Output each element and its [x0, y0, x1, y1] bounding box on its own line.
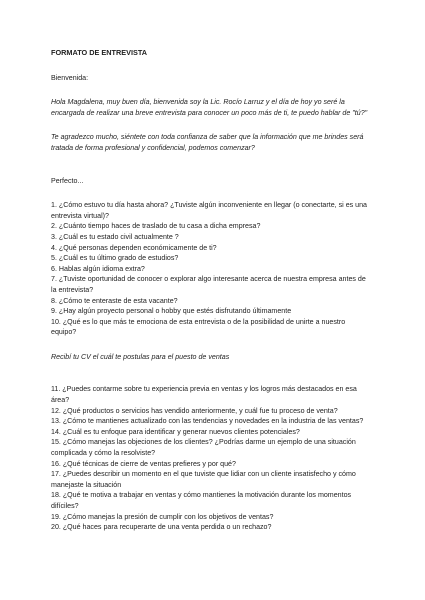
- welcome-label: Bienvenida:: [51, 73, 89, 82]
- question-item: 8. ¿Cómo te enteraste de esta vacante?: [51, 296, 178, 305]
- question-item: 15. ¿Cómo manejas las objeciones de los clientes? ¿Podrías darme un ejemplo de una situación complicada y cómo la resolviste?: [51, 438, 356, 458]
- spacer: [51, 154, 371, 176]
- question-item: 1. ¿Cómo estuvo tu día hasta ahora? ¿Tuviste algún inconveniente en llegar (o conectarte, si es una entrevista virtual)?: [51, 201, 367, 220]
- question-item: 18. ¿Qué te motiva a trabajar en ventas y cómo mantienes la motivación durante los momentos difíciles?: [51, 491, 352, 510]
- question-item: 7. ¿Tuviste oportunidad de conocer o explorar algo interesante acerca de nuestra empresa antes de la entrevista?: [51, 275, 366, 294]
- question-list-part2: [51, 384, 371, 532]
- question-item: 14. ¿Cuál es tu enfoque para identificar y generar nuevos clientes potenciales?: [51, 427, 300, 436]
- question-item: 13. ¿Cómo te mantienes actualizado con las tendencias y novedades en la industria de las ventas?: [51, 417, 364, 426]
- perfect-text: Perfecto...: [51, 176, 84, 185]
- question-item: 3. ¿Cuál es tu estado civil actualmente ?: [51, 232, 179, 241]
- spacer: [51, 83, 371, 97]
- spacer: [51, 362, 371, 384]
- question-item: 10. ¿Qué es lo que más te emociona de esta entrevista o de la posibilidad de unirte a nuestro equipo?: [51, 317, 346, 337]
- question-list-part1: [51, 200, 371, 338]
- cv-note: Recibí tu CV el cuál te postulas para el puesto de ventas: [51, 352, 230, 361]
- spacer: [51, 118, 371, 132]
- question-item: 4. ¿Qué personas dependen económicamente de ti?: [51, 243, 217, 252]
- question-item: 12. ¿Qué productos o servicios has vendido anteriormente, y cuál fue tu proceso de venta?: [51, 406, 338, 415]
- question-item: 2. ¿Cuánto tiempo haces de traslado de tu casa a dicha empresa?: [51, 222, 261, 231]
- spacer: [51, 338, 371, 352]
- document-page: [51, 48, 371, 533]
- question-item: 20. ¿Qué haces para recuperarte de una venta perdida o un rechazo?: [51, 523, 272, 532]
- intro-paragraph: Hola Magdalena, muy buen día, bienvenida soy la Lic. Rocío Larruz y el día de hoy yo seré la encargada de realizar una breve entrevista para conocer un poco más de ti, te puedo hablar de "tú?": [51, 98, 368, 117]
- question-item: 16. ¿Qué técnicas de cierre de ventas prefieres y por qué?: [51, 459, 236, 468]
- trust-paragraph: Te agradezco mucho, siéntete con toda confianza de saber que la información que me brindes será tratada de forma profesional y confidencial, podemos comenzar?: [51, 133, 364, 152]
- document-title: FORMATO DE ENTREVISTA: [51, 48, 148, 57]
- question-item: 11. ¿Puedes contarme sobre tu experiencia previa en ventas y los logros más destacados en esa área?: [51, 385, 357, 405]
- question-item: 5. ¿Cuál es tu último grado de estudios?: [51, 254, 179, 263]
- question-item: 19. ¿Cómo manejas la presión de cumplir con los objetivos de ventas?: [51, 512, 274, 521]
- spacer: [51, 186, 371, 200]
- question-item: 17. ¿Puedes describir un momento en el que tuviste que lidiar con un cliente insatisfecho y cómo manejaste la situación: [51, 470, 356, 489]
- question-item: 9. ¿Hay algún proyecto personal o hobby que estés disfrutando últimamente: [51, 307, 292, 316]
- question-item: 6. Hablas algún idioma extra?: [51, 264, 145, 273]
